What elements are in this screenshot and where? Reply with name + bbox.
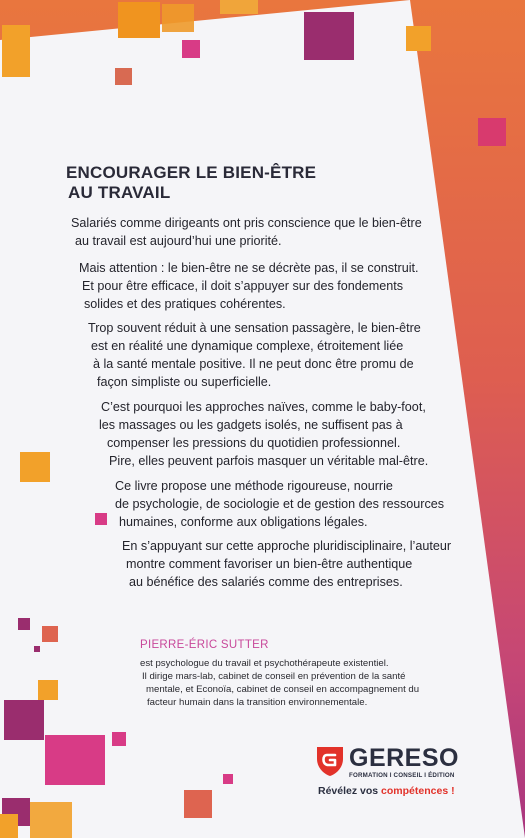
publisher-tagline: FORMATION I CONSEIL I ÉDITION [349, 772, 455, 779]
description-paragraph-6 [122, 537, 451, 591]
author-bio-line: est psychologue du travail et psychothérapeute existentiel. [140, 658, 389, 669]
paragraph-line: les massages ou les gadgets isolés, ne suffisent pas à [99, 418, 403, 432]
paragraph-line: au travail est aujourd’hui une priorité. [75, 234, 282, 248]
paragraph-line: de psychologie, de sociologie et de gestion des ressources [115, 497, 445, 511]
paragraph-line: au bénéfice des salariés comme des entreprises. [129, 575, 403, 589]
paragraph-line: humaines, conforme aux obligations légales. [119, 515, 368, 529]
paragraph-line: Et pour être efficace, il doit s’appuyer sur des fondements [82, 279, 404, 293]
description-paragraph-3 [88, 319, 421, 391]
book-title-line2: AU TRAVAIL [68, 183, 171, 202]
book-title [66, 163, 316, 203]
paragraph-line: solides et des pratiques cohérentes. [84, 297, 286, 311]
description-paragraph-1 [71, 214, 422, 250]
paragraph-line: Ce livre propose une méthode rigoureuse, nourrie [115, 479, 393, 493]
paragraph-line: compenser les pressions du quotidien professionnel. [107, 436, 401, 450]
author-bio-line: Il dirige mars-lab, cabinet de conseil en prévention de la santé [142, 671, 406, 682]
paragraph-line: C’est pourquoi les approches naïves, comme le baby-foot, [101, 400, 426, 414]
publisher-slogan [318, 785, 455, 797]
slogan-prefix: Révélez vos [318, 785, 382, 797]
author-name: PIERRE-ÉRIC SUTTER [140, 639, 269, 651]
paragraph-line: Salariés comme dirigeants ont pris conscience que le bien-être [71, 216, 422, 230]
paragraph-line: Trop souvent réduit à une sensation passagère, le bien-être [88, 321, 421, 335]
slogan-highlight: compétences ! [381, 785, 455, 797]
shield-g-icon [316, 745, 344, 777]
book-title-line1: ENCOURAGER LE BIEN-ÊTRE [66, 163, 317, 182]
paragraph-line: En s’appuyant sur cette approche pluridisciplinaire, l’auteur [122, 539, 452, 553]
paragraph-line: à la santé mentale positive. Il ne peut donc être promu de [93, 357, 414, 371]
description-paragraph-5 [115, 477, 444, 531]
paragraph-line: Pire, elles peuvent parfois masquer un véritable mal-être. [109, 454, 429, 468]
paragraph-line: façon simpliste ou superficielle. [97, 375, 272, 389]
author-bio [140, 657, 419, 709]
publisher-name: GERESO [349, 744, 459, 772]
paragraph-line: Mais attention : le bien-être ne se décrète pas, il se construit. [79, 261, 419, 275]
author-bio-line: facteur humain dans la transition environnementale. [147, 697, 368, 708]
author-bio-line: mentale, et Econoïa, cabinet de conseil en accompagnement du [146, 684, 420, 695]
description-paragraph-2 [79, 259, 419, 313]
paragraph-line: montre comment favoriser un bien-être authentique [126, 557, 413, 571]
paragraph-line: est en réalité une dynamique complexe, étroitement liée [91, 339, 404, 353]
description-paragraph-4 [101, 398, 428, 470]
